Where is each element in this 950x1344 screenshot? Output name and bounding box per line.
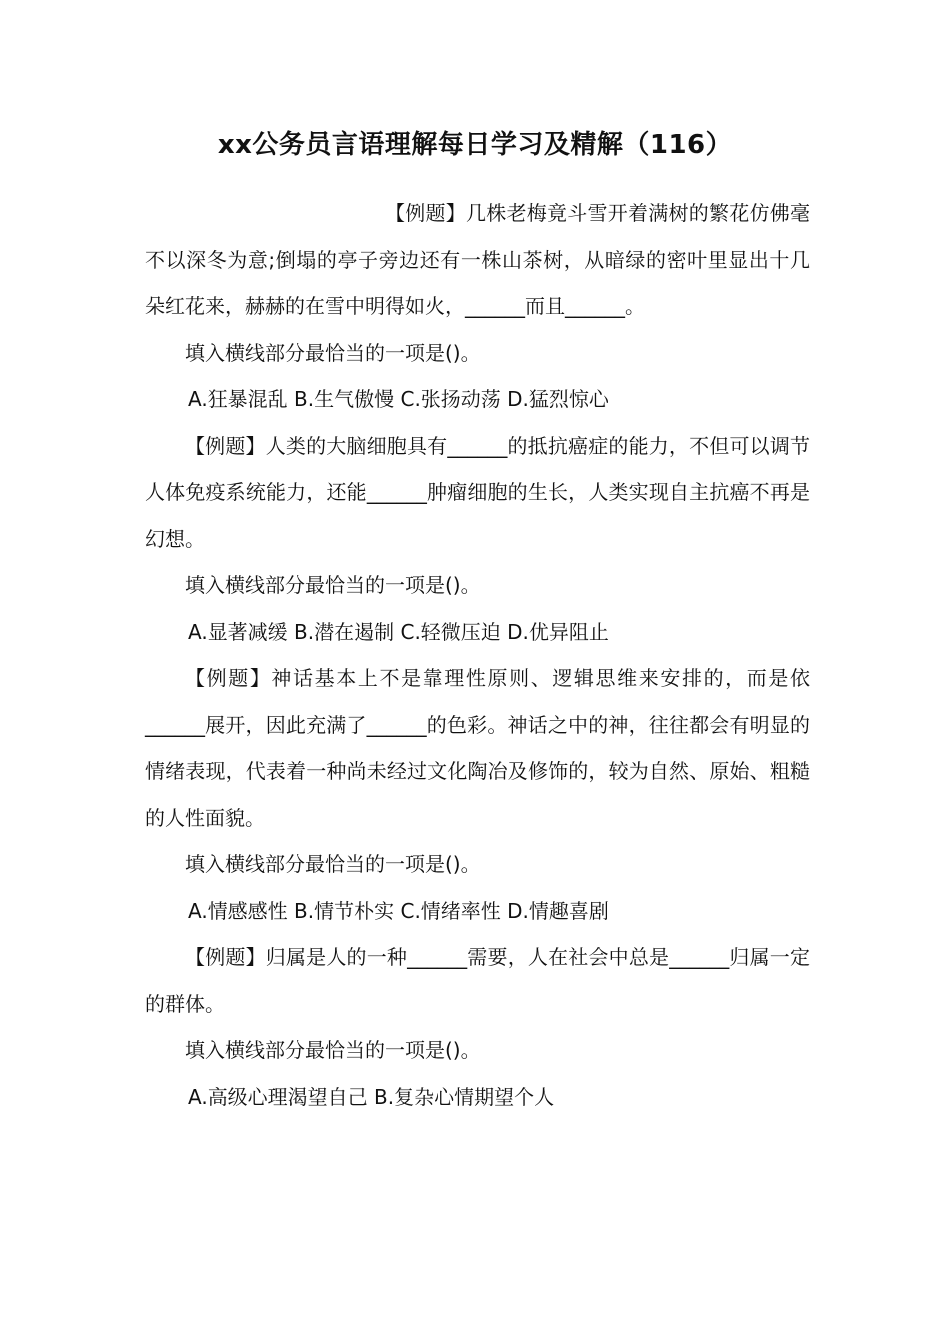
question-1-options: A.狂暴混乱 B.生气傲慢 C.张扬动荡 D.猛烈惊心 <box>188 387 609 411</box>
question-1-prompt: 填入横线部分最恰当的一项是()。 <box>185 340 481 365</box>
question-4-text: 【例题】归属是人的一种______需要，人在社会中总是______归属一定的群体。 <box>145 945 810 1016</box>
document-body <box>145 190 810 1120</box>
question-4-options: A.高级心理渴望自己 B.复杂心情期望个人 <box>188 1084 555 1109</box>
question-3-options: A.情感感性 B.情节朴实 C.情绪率性 D.情趣喜剧 <box>188 898 609 923</box>
question-1-text: 【例题】几株老梅竟斗雪开着满树的繁花仿佛毫不以深冬为意;倒塌的亭子旁边还有一株山茶树，从暗绿的密叶里显出十几朵红花来，赫赫的在雪中明得如火，______而且______。 <box>145 201 810 318</box>
question-4-prompt: 填入横线部分最恰当的一项是()。 <box>185 1038 481 1062</box>
question-3-prompt: 填入横线部分最恰当的一项是()。 <box>185 852 481 876</box>
question-3-text: 【例题】神话基本上不是靠理性原则、逻辑思维来安排的，而是依______展开，因此充满了______的色彩。神话之中的神，往往都会有明显的情绪表现，代表着一种尚未经过文化陶冶及修饰的，较为自然、原始、粗糙的人性面貌。 <box>145 666 810 830</box>
question-2-prompt: 填入横线部分最恰当的一项是()。 <box>185 573 481 597</box>
question-2-text: 【例题】人类的大脑细胞具有______的抵抗癌症的能力，不但可以调节人体免疫系统能力，还能______肿瘤细胞的生长，人类实现自主抗癌不再是幻想。 <box>145 433 810 551</box>
question-2-options: A.显著减缓 B.潜在遏制 C.轻微压迫 D.优异阻止 <box>188 619 609 644</box>
document-title: xx公务员言语理解每日学习及精解（116） <box>217 130 733 160</box>
